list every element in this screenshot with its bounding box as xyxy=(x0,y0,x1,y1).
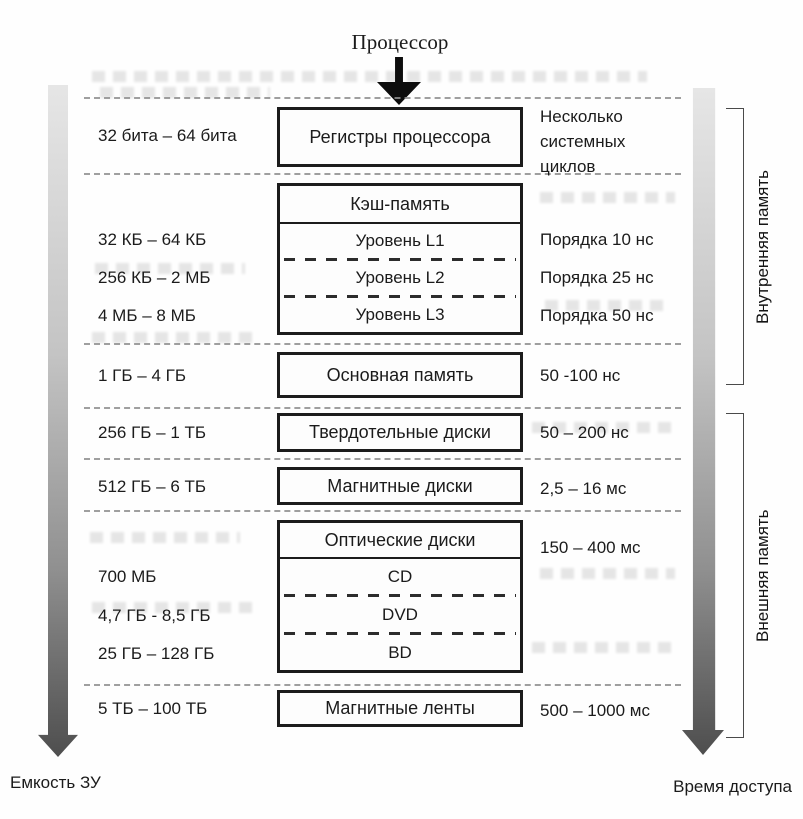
ssd-capacity-label: 256 ГБ – 1 ТБ xyxy=(98,423,207,442)
optical-title: Оптические диски xyxy=(280,523,520,559)
cache-l2-row: Уровень L2 xyxy=(355,268,445,287)
access-time-arrow-icon xyxy=(682,88,724,755)
ssd-box: Твердотельные диски xyxy=(277,413,523,452)
optical-box xyxy=(277,520,523,673)
dashed-separator xyxy=(84,343,681,345)
cache-l3-row: Уровень L3 xyxy=(355,305,445,324)
scan-noise xyxy=(92,332,257,343)
main-memory-box: Основная память xyxy=(277,352,523,398)
cache-l1-row: Уровень L1 xyxy=(355,231,445,250)
dashed-separator xyxy=(84,407,681,409)
cache-l3-time-label: Порядка 50 нс xyxy=(540,306,654,325)
capacity-axis-label: Емкость ЗУ xyxy=(10,773,101,792)
dashed-separator xyxy=(84,684,681,686)
cache-l1-time-label: Порядка 10 нс xyxy=(540,230,654,249)
dashed-separator xyxy=(84,510,681,512)
cache-l2-time-label: Порядка 25 нс xyxy=(540,268,654,287)
cache-l3-capacity-label: 4 МБ – 8 МБ xyxy=(98,306,196,325)
optical-bd-row: BD xyxy=(388,642,412,662)
optical-cd-row: CD xyxy=(387,566,413,586)
internal-memory-label: Внутренняя память xyxy=(753,169,772,324)
main-memory-time-label: 50 -100 нс xyxy=(540,366,621,385)
access-time-axis-label: Время доступа xyxy=(673,777,792,796)
hdd-capacity-label: 512 ГБ – 6 ТБ xyxy=(98,477,207,496)
tapes-box: Магнитные ленты xyxy=(277,690,523,727)
registers-time-label: Несколько системных циклов xyxy=(540,107,626,176)
processor-title: Процессор xyxy=(351,30,449,54)
dashed-separator xyxy=(84,458,681,460)
optical-time-label: 150 – 400 мс xyxy=(540,538,641,557)
tapes-capacity-label: 5 ТБ – 100 ТБ xyxy=(98,699,208,718)
cd-capacity-label: 700 МБ xyxy=(98,567,157,586)
scan-noise xyxy=(540,192,675,203)
cache-box xyxy=(277,183,523,335)
scan-noise xyxy=(92,71,647,82)
optical-dvd-row: DVD xyxy=(382,604,418,624)
registers-box: Регистры процессора xyxy=(277,107,523,167)
scan-noise xyxy=(540,568,675,579)
dvd-capacity-label: 4,7 ГБ - 8,5 ГБ xyxy=(98,606,211,625)
registers-capacity-label: 32 бита – 64 бита xyxy=(98,126,237,145)
external-memory-bracket xyxy=(726,413,744,738)
main-memory-capacity-label: 1 ГБ – 4 ГБ xyxy=(98,366,186,385)
hdd-time-label: 2,5 – 16 мс xyxy=(540,479,627,498)
scan-noise xyxy=(90,532,240,543)
scan-noise xyxy=(532,642,677,653)
cache-l1-capacity-label: 32 КБ – 64 КБ xyxy=(98,230,207,249)
hdd-box: Магнитные диски xyxy=(277,467,523,505)
external-memory-label: Внешняя память xyxy=(753,509,772,642)
tapes-time-label: 500 – 1000 мс xyxy=(540,701,650,720)
capacity-arrow-icon xyxy=(38,85,78,757)
bd-capacity-label: 25 ГБ – 128 ГБ xyxy=(98,644,215,663)
internal-memory-bracket xyxy=(726,108,744,385)
cache-l2-capacity-label: 256 КБ – 2 МБ xyxy=(98,268,211,287)
cache-title: Кэш-память xyxy=(280,186,520,224)
dashed-separator xyxy=(84,97,681,99)
ssd-time-label: 50 – 200 нс xyxy=(540,423,629,442)
